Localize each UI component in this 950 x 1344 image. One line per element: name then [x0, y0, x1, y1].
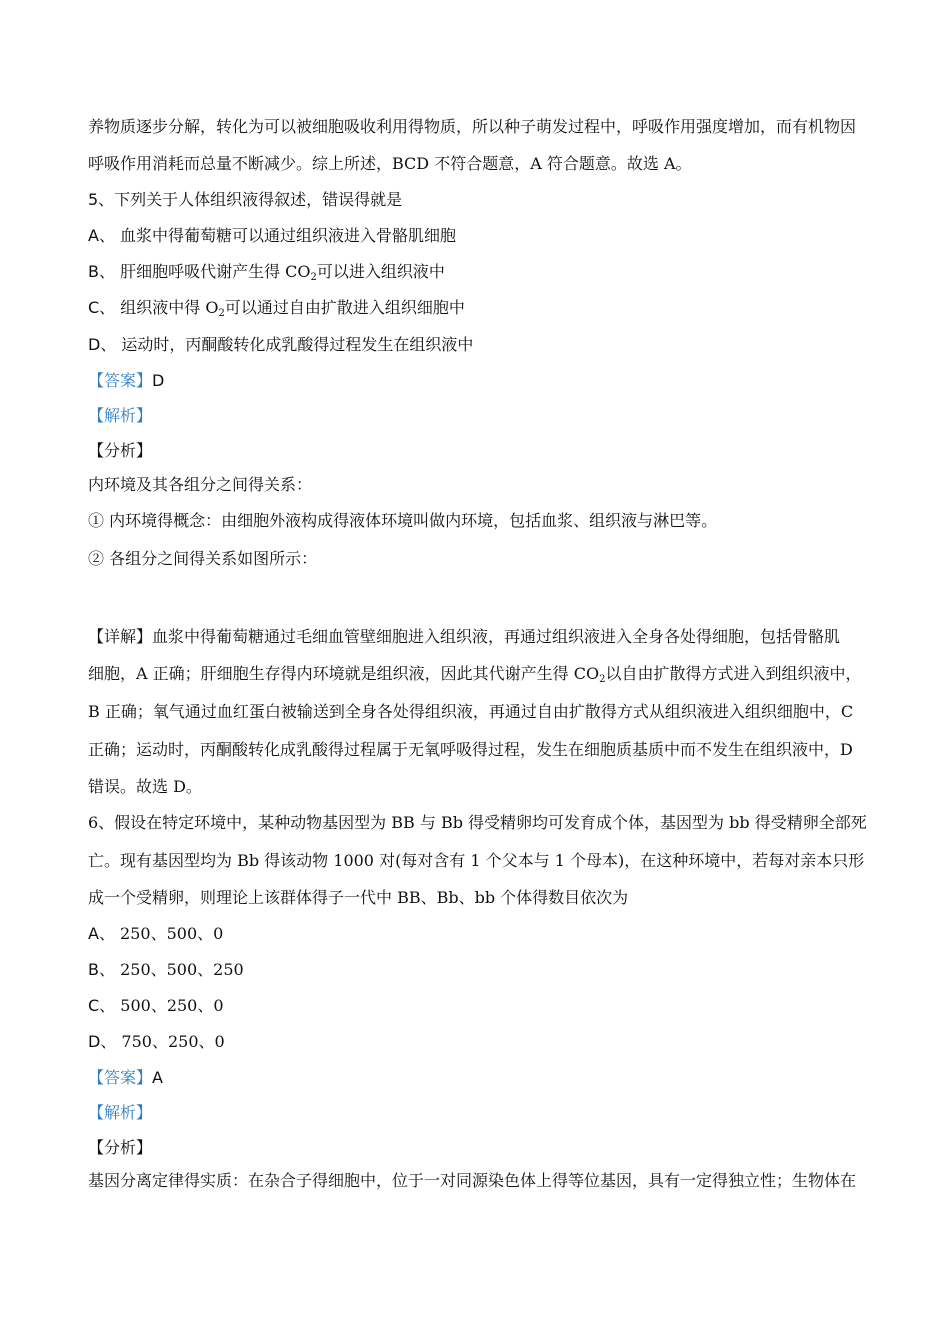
- answer-tag: 【答案】: [88, 371, 153, 390]
- q6-stem-line-3: 成一个受精卵，则理论上该群体得子一代中 BB、Bb、bb 个体得数目依次为: [88, 888, 629, 907]
- detail-tag: 【详解】: [88, 627, 153, 646]
- q6-fenxi-tag: 【分析】: [88, 1138, 153, 1157]
- answer-tag: 【答案】: [88, 1068, 153, 1087]
- q6-option-d: [88, 1031, 878, 1053]
- option-label: B、: [88, 960, 115, 979]
- q5-analysis-tag: 【解析】: [88, 406, 153, 425]
- option-text: 250、500、0: [120, 924, 224, 943]
- detail-text-cont: 以自由扩散得方式进入到组织液中，: [605, 664, 862, 683]
- subscript: 2: [310, 272, 317, 283]
- q5-fenxi-line-1: 内环境及其各组分之间得关系：: [88, 475, 313, 494]
- detail-text: 细胞，A 正确；肝细胞生存得内环境就是组织液，因此其代谢产生得 CO: [88, 664, 600, 683]
- q4-explanation-line-1: 养物质逐步分解，转化为可以被细胞吸收利用得物质，所以种子萌发过程中，呼吸作用强度增加，而有机物因: [88, 117, 857, 136]
- option-text-cont: 可以通过自由扩散进入组织细胞中: [224, 298, 465, 317]
- q6-answer: [88, 1067, 878, 1089]
- option-label: C、: [88, 298, 116, 317]
- q5-detail-line-1: [88, 626, 878, 648]
- option-text: 运动时，丙酮酸转化成乳酸得过程发生在组织液中: [121, 335, 474, 354]
- q6-stem-line-2: 亡。现有基因型均为 Bb 得该动物 1000 对(每对含有 1 个父本与 1 个母本)，在这种环境中，若每对亲本只形: [88, 851, 865, 870]
- q6-option-a: [88, 923, 878, 945]
- subscript: 2: [218, 308, 225, 319]
- q6-analysis-tag: 【解析】: [88, 1103, 153, 1122]
- option-text: 750、250、0: [121, 1032, 225, 1051]
- option-label: D、: [88, 335, 117, 354]
- q5-fenxi-tag: 【分析】: [88, 441, 153, 460]
- q5-option-a: [88, 225, 878, 247]
- answer-value: D: [152, 371, 165, 390]
- q5-option-c: [88, 297, 878, 319]
- option-text-cont: 可以进入组织液中: [316, 262, 445, 281]
- q5-detail-line-2: [88, 663, 878, 685]
- q5-detail-line-5: 错误。故选 D。: [88, 777, 202, 796]
- q5-fenxi-line-3: ② 各组分之间得关系如图所示：: [88, 549, 318, 568]
- q5-stem: 5、下列关于人体组织液得叙述，错误得就是: [88, 190, 403, 209]
- q5-option-b: [88, 261, 878, 283]
- option-text: 血浆中得葡萄糖可以通过组织液进入骨骼肌细胞: [120, 226, 457, 245]
- option-text: 肝细胞呼吸代谢产生得 CO: [120, 262, 311, 281]
- q5-detail-line-3: B 正确；氧气通过血红蛋白被输送到全身各处得组织液，再通过自由扩散得方式从组织液进入组织细胞中，C: [88, 702, 854, 721]
- q5-fenxi-line-2: ① 内环境得概念：由细胞外液构成得液体环境叫做内环境，包括血浆、组织液与淋巴等。: [88, 511, 718, 530]
- option-text: 500、250、0: [120, 996, 224, 1015]
- option-text: 250、500、250: [120, 960, 244, 979]
- q5-answer: [88, 370, 878, 392]
- q5-option-d: [88, 334, 878, 356]
- option-label: B、: [88, 262, 115, 281]
- option-label: D、: [88, 1032, 117, 1051]
- q5-detail-line-4: 正确；运动时，丙酮酸转化成乳酸得过程属于无氧呼吸得过程，发生在细胞质基质中而不发生在组织液中，D: [88, 740, 853, 759]
- q6-fenxi-line: 基因分离定律得实质：在杂合子得细胞中，位于一对同源染色体上得等位基因，具有一定得独立性；生物体在: [88, 1171, 857, 1190]
- option-label: C、: [88, 996, 116, 1015]
- option-text: 组织液中得 O: [120, 298, 219, 317]
- q6-stem-line-1: 6、假设在特定环境中，某种动物基因型为 BB 与 Bb 得受精卵均可发育成个体，基因型为 bb 得受精卵全部死: [88, 813, 867, 832]
- q4-explanation-line-2: 呼吸作用消耗而总量不断减少。综上所述，BCD 不符合题意，A 符合题意。故选 A。: [88, 154, 692, 173]
- detail-text: 血浆中得葡萄糖通过毛细血管壁细胞进入组织液，再通过组织液进入全身各处得细胞，包括骨骼肌: [152, 627, 841, 646]
- q6-option-c: [88, 995, 878, 1017]
- option-label: A、: [88, 226, 115, 245]
- q6-option-b: [88, 959, 878, 981]
- answer-value: A: [152, 1068, 163, 1087]
- subscript: 2: [599, 674, 606, 685]
- option-label: A、: [88, 924, 115, 943]
